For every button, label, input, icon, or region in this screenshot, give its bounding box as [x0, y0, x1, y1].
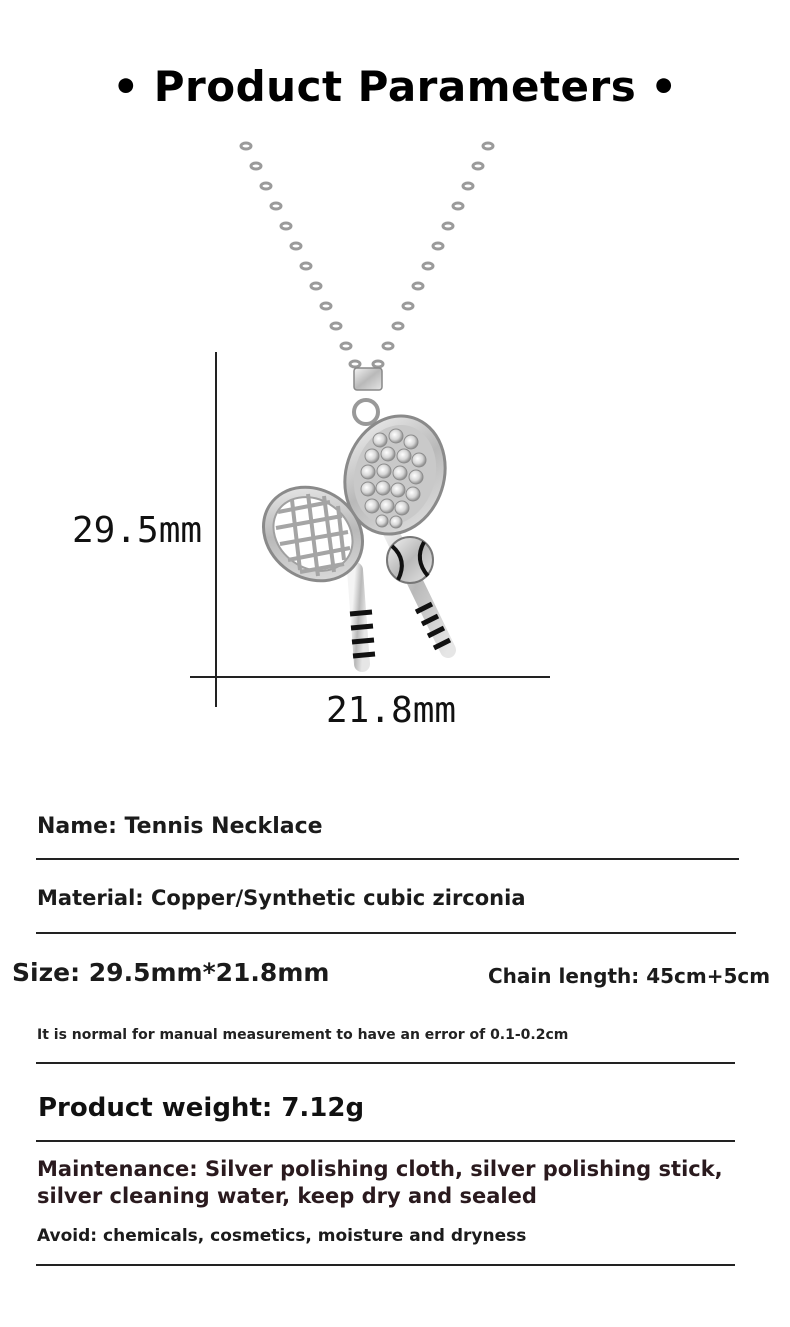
divider: [36, 1264, 735, 1266]
title-text: Product Parameters: [153, 62, 637, 111]
title-bullet-left: •: [112, 62, 140, 111]
chain-right: [373, 143, 493, 367]
spec-chain-length: Chain length: 45cm+5cm: [488, 964, 771, 988]
divider: [36, 1062, 735, 1064]
title-bullet-right: •: [650, 62, 678, 111]
spec-name: Name: Tennis Necklace: [37, 814, 323, 839]
chain-left: [241, 143, 360, 367]
spec-material: Material: Copper/Synthetic cubic zirconia: [37, 886, 526, 910]
tennis-ball: [387, 537, 433, 583]
tennis-necklace-image: [0, 130, 790, 750]
divider: [36, 1140, 735, 1142]
divider: [36, 858, 739, 860]
height-dimension-label: 29.5mm: [72, 510, 203, 551]
divider: [36, 932, 736, 934]
spec-weight: Product weight: 7.12g: [38, 1093, 365, 1123]
spec-size: Size: 29.5mm*21.8mm: [12, 958, 330, 987]
spec-maintenance: Maintenance: Silver polishing cloth, silver polishing stick, silver cleaning water, keep dry and sealed: [37, 1157, 723, 1208]
page-title: [0, 62, 790, 111]
spec-avoid: Avoid: chemicals, cosmetics, moisture and dryness: [37, 1226, 527, 1246]
width-dimension-label: 21.8mm: [326, 690, 457, 731]
measurement-note: It is normal for manual measurement to have an error of 0.1-0.2cm: [37, 1027, 569, 1043]
